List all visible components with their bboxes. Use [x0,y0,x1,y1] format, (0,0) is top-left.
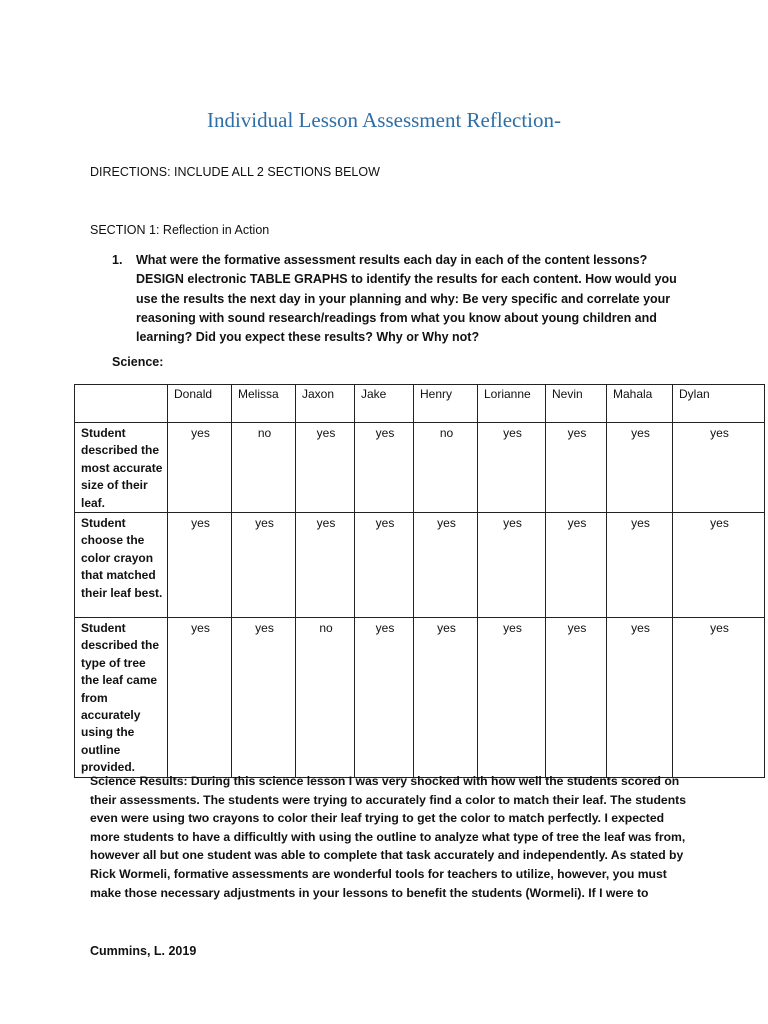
row-label: Student described the most accurate size of their leaf. [75,423,168,513]
column-header: Henry [414,385,478,423]
table-cell: yes [355,423,414,513]
table-cell: yes [296,513,355,618]
column-header: Melissa [232,385,296,423]
table-cell: yes [355,618,414,778]
document-title: Individual Lesson Assessment Reflection- [206,108,562,132]
table-cell: yes [673,423,765,513]
directions-text: DIRECTIONS: INCLUDE ALL 2 SECTIONS BELOW [90,165,380,179]
science-results-table [74,384,765,778]
question-number: 1. [112,253,123,267]
science-results-paragraph: Science Results: During this science lesson I was very shocked with how well the students scored on their assessments. The students were trying to accurately find a color to match their leaf. The students even were using two crayons to color their leaf trying to get the color to match perfectly. I expected more students to have a difficultly with using the outline to analyze what type of tree the leaf was from, however all but one student was able to complete that task accurately and independently. As stated by Rick Wormeli, formative assessments are wonderful tools for teachers to utilize, however, you must make those necessary adjustments in your lessons to benefit the students (Wormeli). If I were to [90,774,686,900]
column-header: Jaxon [296,385,355,423]
table-cell: no [296,618,355,778]
column-header: Donald [168,385,232,423]
section1-heading: SECTION 1: Reflection in Action [90,223,270,237]
table-cell: yes [414,618,478,778]
column-header: Nevin [546,385,607,423]
footer-citation: Cummins, L. 2019 [90,944,197,958]
table-cell: yes [546,618,607,778]
table-cell: yes [478,618,546,778]
column-header: Lorianne [478,385,546,423]
question-text: What were the formative assessment results each day in each of the content lessons? DESIGN electronic TABLE GRAPHS to identify the results for each content. How would you use the results the next day in your planning and why: Be very specific and correlate your reasoning with sound research/readings from what you know about young children and learning? Did you expect these results? Why or Why not? [136,253,677,345]
table-cell: yes [414,513,478,618]
column-header: Mahala [607,385,673,423]
table-cell: yes [673,618,765,778]
table-cell: yes [673,513,765,618]
row-label: Student choose the color crayon that matched their leaf best. [75,513,168,618]
table-cell: yes [478,513,546,618]
table-cell: yes [296,423,355,513]
table-cell: yes [168,423,232,513]
table-cell: yes [607,423,673,513]
table-cell: no [232,423,296,513]
table-row [75,513,765,618]
table-corner-cell [75,385,168,423]
table-cell: yes [232,513,296,618]
column-header: Dylan [673,385,765,423]
row-label: Student described the type of tree the leaf came from accurately using the outline provided. [75,618,168,778]
table-cell: yes [478,423,546,513]
table-cell: yes [546,513,607,618]
column-header: Jake [355,385,414,423]
table-cell: yes [168,513,232,618]
table-cell: yes [546,423,607,513]
table-cell: yes [355,513,414,618]
table-header-row [75,385,765,423]
table-cell: yes [607,618,673,778]
table-row [75,618,765,778]
table-cell: yes [232,618,296,778]
table-cell: yes [607,513,673,618]
table-row [75,423,765,513]
table-cell: yes [168,618,232,778]
table-cell: no [414,423,478,513]
science-label: Science: [112,355,164,369]
